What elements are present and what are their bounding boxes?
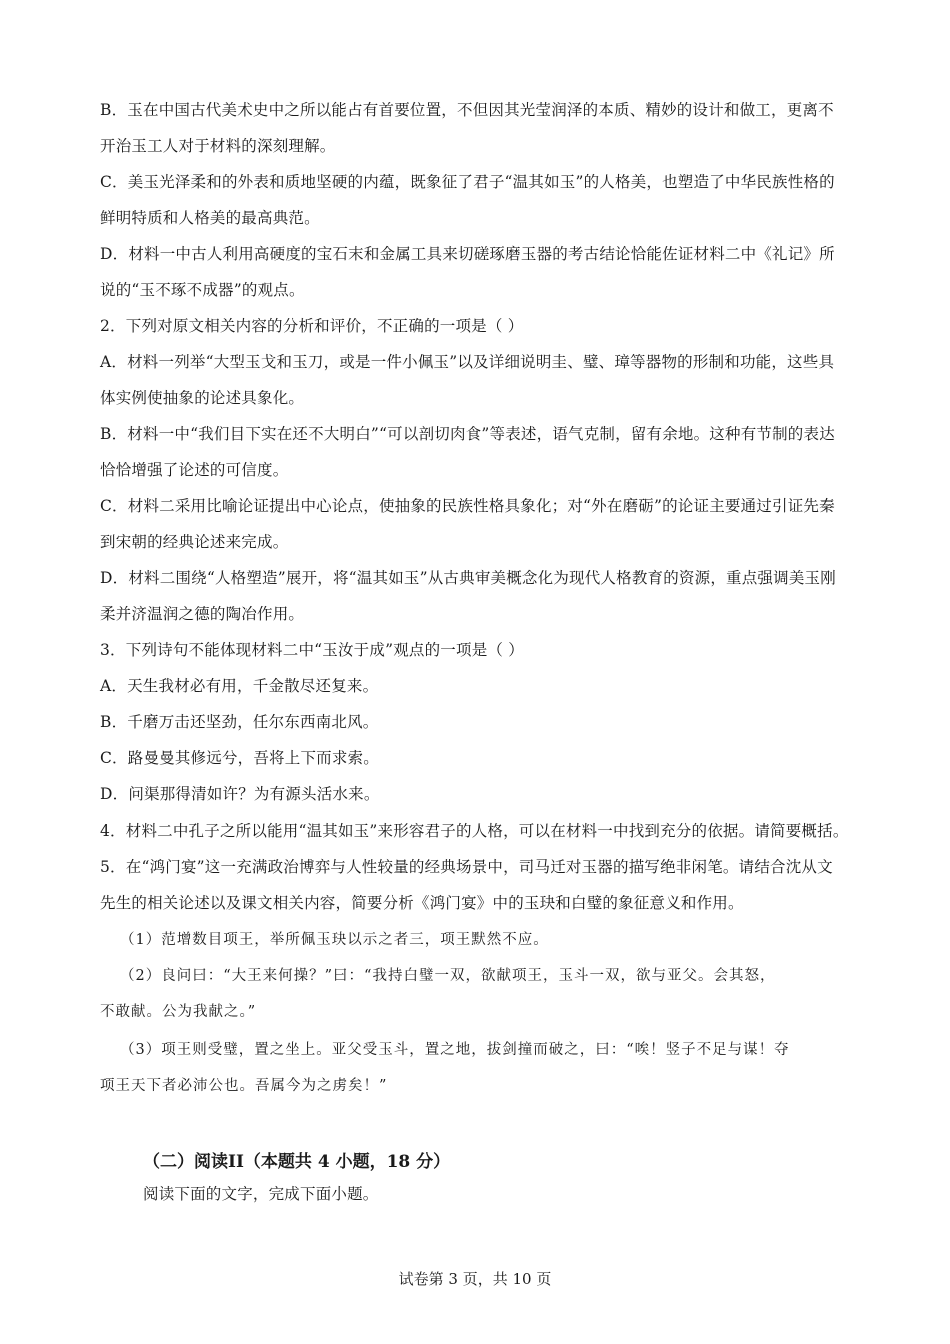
section-title: （二）阅读II（本题共 4 小题，18 分）: [143, 1152, 451, 1172]
text-line-q2-c-2: 到宋朝的经典论述来完成。: [100, 533, 289, 551]
page-footer: 试卷第 3 页，共 10 页: [398, 1270, 552, 1288]
text-line-q2-d-2: 柔并济温润之德的陶冶作用。: [100, 605, 305, 623]
excerpt-quote-1: （1）范增数目项王，举所佩玉玦以示之者三，项王默然不应。: [120, 932, 549, 948]
excerpt-quote-3b: 项王天下者必沛公也。吾属今为之虏矣！”: [100, 1078, 388, 1094]
text-line-q3-b: B．千磨万击还坚劲，任尔东西南北风。: [100, 713, 379, 731]
text-line-q1-c-1: C．美玉光泽柔和的外表和质地坚硬的内蕴，既象征了君子“温其如玉”的人格美，也塑造了中华民族性格的: [100, 173, 835, 191]
text-line-q3-stem: 3．下列诗句不能体现材料二中“玉汝于成”观点的一项是（ ）: [100, 641, 524, 659]
text-line-q3-c: C．路曼曼其修远兮，吾将上下而求索。: [100, 749, 379, 767]
text-line-q1-b-1: B．玉在中国古代美术史中之所以能占有首要位置，不但因其光莹润泽的本质、精妙的设计和做工，更离不: [100, 101, 834, 119]
excerpt-quote-2b: 不敢献。公为我献之。”: [100, 1004, 257, 1020]
text-line-q1-d-1: D．材料一中古人利用高硬度的宝石末和金属工具来切磋琢磨玉器的考古结论恰能佐证材料二中《礼记》所: [100, 245, 835, 263]
text-line-q2-b-2: 恰恰增强了论述的可信度。: [100, 461, 289, 479]
text-line-q2-a-1: A．材料一列举“大型玉戈和玉刀，或是一件小佩玉”以及详细说明圭、璧、璋等器物的形制和功能，这些具: [100, 353, 835, 371]
text-line-q1-c-2: 鲜明特质和人格美的最高典范。: [100, 209, 320, 227]
excerpt-quote-3a: （3）项王则受璧，置之坐上。亚父受玉斗，置之地，拔剑撞而破之，曰：“唉！竖子不足与谋！夺: [120, 1042, 790, 1058]
excerpt-quote-2a: （2）良问曰：“大王来何操？”曰：“我持白璧一双，欲献项王，玉斗一双，欲与亚父。会其怒，: [120, 968, 776, 984]
section-instruction: 阅读下面的文字，完成下面小题。: [143, 1185, 379, 1203]
text-line-q1-d-2: 说的“玉不琢不成器”的观点。: [100, 281, 305, 299]
text-line-q2-stem: 2．下列对原文相关内容的分析和评价，不正确的一项是（ ）: [100, 317, 524, 335]
text-line-q2-d-1: D．材料二围绕“人格塑造”展开，将“温其如玉”从古典审美概念化为现代人格教育的资源，重点强调美玉刚: [100, 569, 836, 587]
text-line-q3-a: A．天生我材必有用，千金散尽还复来。: [100, 677, 379, 695]
text-line-q5-2: 先生的相关论述以及课文相关内容，简要分析《鸿门宴》中的玉玦和白璧的象征意义和作用。: [100, 894, 744, 912]
text-line-q5-1: 5．在“鸿门宴”这一充满政治博弈与人性较量的经典场景中，司马迁对玉器的描写绝非闲笔。请结合沈从文: [100, 858, 833, 876]
text-line-q4: 4．材料二中孔子之所以能用“温其如玉”来形容君子的人格，可以在材料一中找到充分的依据。请简要概括。: [100, 822, 849, 840]
text-line-q2-c-1: C．材料二采用比喻论证提出中心论点，使抽象的民族性格具象化；对“外在磨砺”的论证主要通过引证先秦: [100, 497, 835, 515]
text-line-q2-a-2: 体实例使抽象的论述具象化。: [100, 389, 305, 407]
text-line-q1-b-2: 开治玉工人对于材料的深刻理解。: [100, 137, 336, 155]
text-line-q3-d: D．问渠那得清如许？为有源头活水来。: [100, 785, 380, 803]
text-line-q2-b-1: B．材料一中“我们目下实在还不大明白”“可以剖切肉食”等表述，语气克制，留有余地。这种有节制的表达: [100, 425, 835, 443]
